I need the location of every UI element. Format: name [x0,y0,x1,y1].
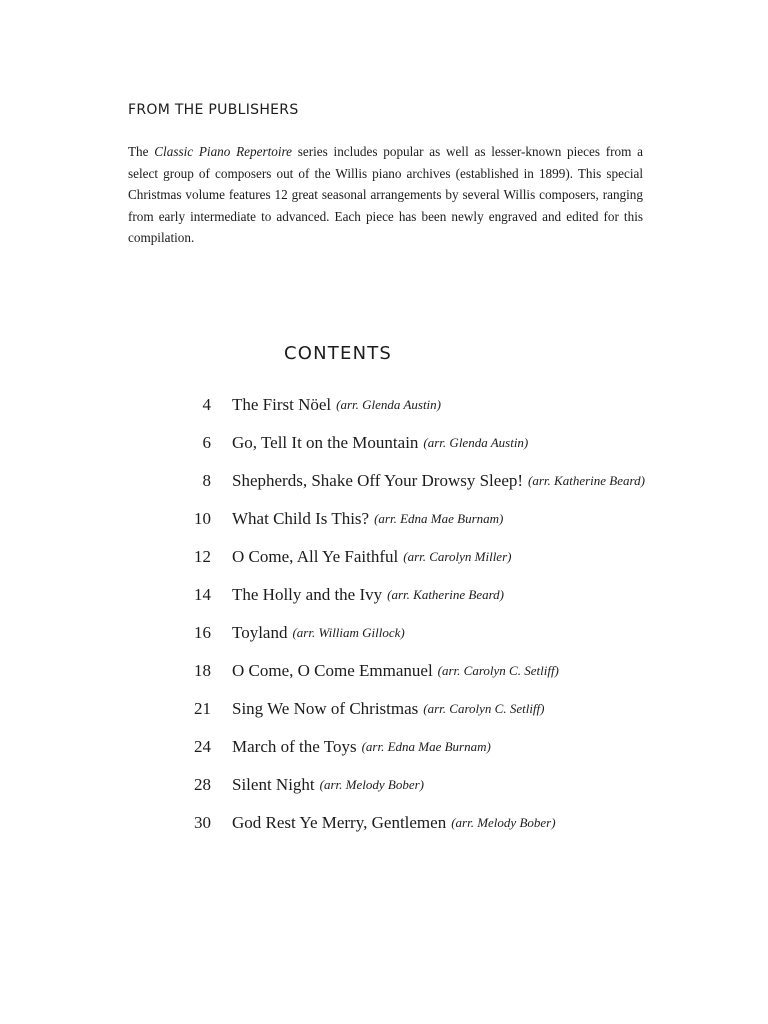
entry-title: Sing We Now of Christmas [232,699,419,718]
contents-entry [160,462,740,500]
entry-page-number: 4 [202,395,211,414]
entry-arranger: (arr. Glenda Austin) [423,435,529,450]
contents-entry [160,804,740,842]
entry-page-number: 30 [194,813,211,832]
entry-page-number: 14 [194,585,211,604]
contents-entry [160,424,740,462]
publishers-heading: FROM THE PUBLISHERS [128,102,299,118]
contents-entry [160,386,740,424]
contents-entry [160,538,740,576]
entry-title: The Holly and the Ivy [232,585,383,604]
contents-list [160,386,740,842]
entry-page-number: 10 [194,509,211,528]
entry-title: March of the Toys [232,737,357,756]
entry-page-number: 28 [194,775,211,794]
intro-text-rest: series includes popular as well as lesser-known pieces from a select group of composers out of the Willis piano archives (established in 1899). This special Christmas volume features 12 great seasonal arrangements by several Willis composers, ranging from early intermediate to advanced. Each piece has been newly engraved and edited for this compilation. [128,144,643,245]
entry-page-number: 6 [202,433,211,452]
entry-page-number: 12 [194,547,211,566]
contents-entry [160,576,740,614]
entry-title: The First Nöel [232,395,332,414]
entry-arranger: (arr. Carolyn Miller) [403,549,512,564]
series-name: Classic Piano Repertoire [154,144,293,159]
entry-page-number: 21 [194,699,211,718]
entry-page-number: 8 [202,471,211,490]
contents-heading: CONTENTS [284,343,393,364]
contents-entry [160,690,740,728]
entry-page-number: 16 [194,623,211,642]
entry-arranger: (arr. Melody Bober) [451,815,556,830]
entry-arranger: (arr. Melody Bober) [319,777,424,792]
entry-arranger: (arr. Edna Mae Burnam) [374,511,504,526]
entry-arranger: (arr. Glenda Austin) [336,397,442,412]
entry-title: God Rest Ye Merry, Gentlemen [232,813,447,832]
entry-arranger: (arr. Carolyn C. Setliff) [423,701,545,716]
entry-title: O Come, O Come Emmanuel [232,661,433,680]
entry-title: Toyland [232,623,288,642]
entry-title: Shepherds, Shake Off Your Drowsy Sleep! [232,471,524,490]
entry-title: Silent Night [232,775,315,794]
entry-arranger: (arr. Katherine Beard) [528,473,645,488]
publishers-section [128,100,643,249]
intro-text-start: The [128,144,155,159]
contents-entry [160,766,740,804]
contents-entry [160,652,740,690]
entry-title: O Come, All Ye Faithful [232,547,399,566]
contents-entry [160,728,740,766]
publishers-paragraph [128,141,643,249]
entry-arranger: (arr. William Gillock) [292,625,405,640]
entry-title: What Child Is This? [232,509,370,528]
entry-page-number: 24 [194,737,211,756]
entry-arranger: (arr. Edna Mae Burnam) [361,739,491,754]
entry-arranger: (arr. Katherine Beard) [387,587,505,602]
entry-page-number: 18 [194,661,211,680]
entry-arranger: (arr. Carolyn C. Setliff) [437,663,559,678]
contents-entry [160,500,740,538]
contents-entry [160,614,740,652]
entry-title: Go, Tell It on the Mountain [232,433,419,452]
